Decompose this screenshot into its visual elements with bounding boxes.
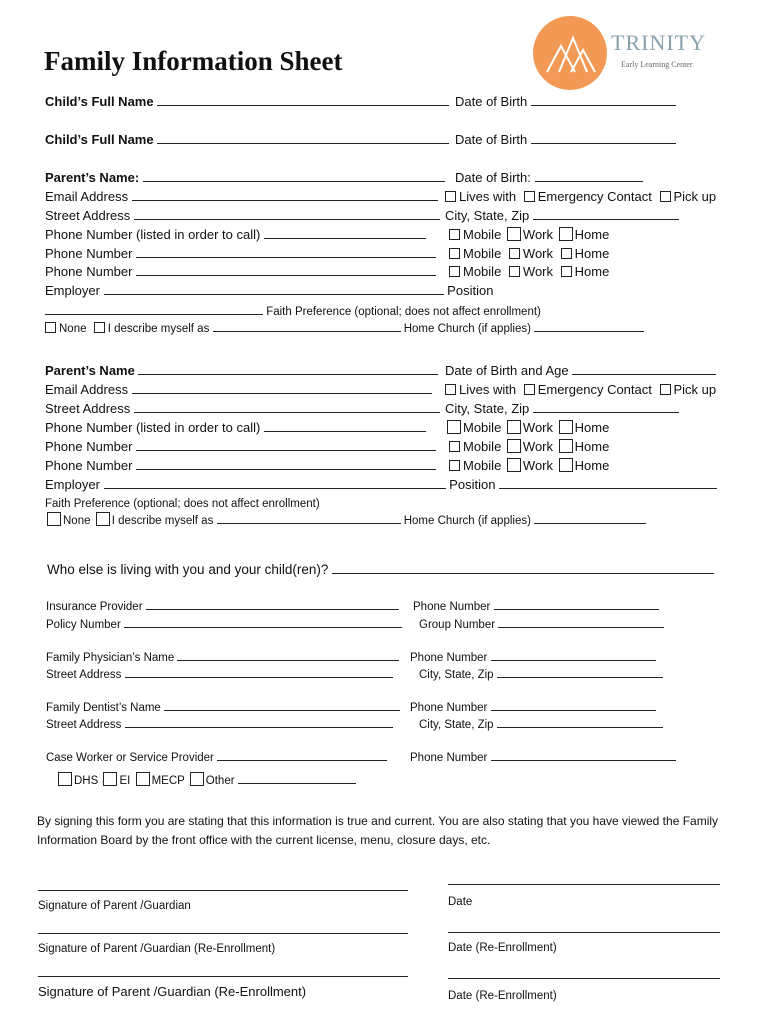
p1-dob-row <box>455 170 643 186</box>
p2-phone-type-3 <box>449 458 609 474</box>
phys-street-row <box>46 666 393 683</box>
ei-checkbox[interactable] <box>103 772 117 786</box>
none-checkbox[interactable] <box>47 512 61 526</box>
church-field[interactable] <box>534 512 646 524</box>
p2-employer-row <box>45 477 717 493</box>
mecp-checkbox[interactable] <box>136 772 150 786</box>
child-dob-field[interactable] <box>531 132 676 144</box>
p2-phone-label: Phone Number <box>45 458 133 473</box>
phys-street-field[interactable] <box>125 666 393 678</box>
church-field[interactable] <box>534 320 644 332</box>
p1-name-row <box>45 170 445 186</box>
work-checkbox[interactable] <box>509 248 520 259</box>
p1-phone-field[interactable] <box>136 246 436 258</box>
ins-group-field[interactable] <box>498 616 664 628</box>
work-label: Work <box>522 246 554 261</box>
dent-name-field[interactable] <box>164 699 400 711</box>
consent-statement: By signing this form you are stating that this information is true and current. You are also stating that you have viewed the Family Information Board by the front office with the current license, menu, closure days, etc. <box>37 814 719 847</box>
mobile-label: Mobile <box>463 246 502 261</box>
work-label: Work <box>522 439 554 454</box>
mobile-checkbox[interactable] <box>449 266 460 277</box>
p2-dob-label: Date of Birth and Age <box>445 363 569 378</box>
dent-street-field[interactable] <box>125 716 393 728</box>
child-dob-row-1 <box>455 94 676 110</box>
work-label: Work <box>522 420 554 435</box>
p2-phone-row-2 <box>45 439 436 455</box>
p1-city-label: City, State, Zip <box>445 208 530 223</box>
signature-line-2[interactable] <box>38 933 408 934</box>
describe-field[interactable] <box>217 512 401 524</box>
describe-label: I describe myself as <box>107 323 210 335</box>
home-checkbox[interactable] <box>561 248 572 259</box>
p2-street-row <box>45 401 440 417</box>
p1-name-label: Parent’s Name: <box>45 170 140 185</box>
none-label: None <box>59 323 87 335</box>
phys-phone-label: Phone Number <box>410 652 488 664</box>
lives-with-label: Lives with <box>459 189 517 204</box>
signature-line-1[interactable] <box>38 890 408 891</box>
pickup-checkbox[interactable] <box>660 384 671 395</box>
ins-policy-row <box>46 616 402 633</box>
child-dob-field[interactable] <box>531 94 676 106</box>
ins-provider-label: Insurance Provider <box>46 601 143 613</box>
work-checkbox[interactable] <box>507 227 521 241</box>
child-name-field[interactable] <box>157 132 449 144</box>
p2-phone-first-label: Phone Number (listed in order to call) <box>45 420 261 435</box>
ins-phone-row <box>413 598 659 615</box>
who-else-label: Who else is living with you and your child(ren)? <box>47 562 329 577</box>
case-field[interactable] <box>217 749 387 761</box>
p2-phone-field[interactable] <box>136 439 436 451</box>
home-label: Home <box>574 439 610 454</box>
p1-phone-row-2 <box>45 246 436 262</box>
p2-dob-field[interactable] <box>572 363 716 375</box>
p1-phone-type-3 <box>449 264 609 280</box>
p2-relationship-row <box>445 382 716 398</box>
ins-provider-row <box>46 598 399 615</box>
phys-street-label: Street Address <box>46 669 122 681</box>
mobile-checkbox[interactable] <box>449 441 460 452</box>
p1-phone-field[interactable] <box>136 264 436 276</box>
dent-city-field[interactable] <box>497 716 663 728</box>
p1-city-field[interactable] <box>533 208 679 220</box>
lives-with-label: Lives with <box>459 382 517 397</box>
p1-phone-type-1 <box>449 227 609 243</box>
p1-phone-field[interactable] <box>264 227 426 239</box>
pickup-checkbox[interactable] <box>660 191 671 202</box>
p2-name-field[interactable] <box>138 363 438 375</box>
work-label: Work <box>522 264 554 279</box>
ins-policy-label: Policy Number <box>46 619 121 631</box>
case-row <box>46 749 387 766</box>
date-line-2[interactable] <box>448 932 720 933</box>
p1-employer-field[interactable] <box>104 283 444 295</box>
dent-name-row <box>46 699 400 716</box>
p2-position-label: Position <box>449 477 496 492</box>
none-checkbox[interactable] <box>45 322 56 333</box>
p2-name-label: Parent’s Name <box>45 363 135 378</box>
child-dob-row-2 <box>455 132 676 148</box>
emergency-label: Emergency Contact <box>537 382 652 397</box>
p1-phone-label: Phone Number <box>45 264 133 279</box>
mountain-icon <box>533 16 607 90</box>
logo-subtitle: Early Learning Center <box>621 60 693 69</box>
dent-name-label: Family Dentist’s Name <box>46 702 161 714</box>
p1-email-row <box>45 189 438 205</box>
phys-city-field[interactable] <box>497 666 663 678</box>
phys-phone-field[interactable] <box>491 649 656 661</box>
p2-position-field[interactable] <box>499 477 717 489</box>
home-label: Home <box>574 246 610 261</box>
work-label: Work <box>522 227 554 242</box>
p2-phone-field[interactable] <box>264 420 426 432</box>
case-phone-row <box>410 749 676 766</box>
signature-label-1: Signature of Parent /Guardian <box>38 900 191 912</box>
dent-street-row <box>46 716 393 733</box>
emergency-checkbox[interactable] <box>524 384 535 395</box>
p1-faith-options <box>45 320 644 337</box>
p1-email-label: Email Address <box>45 189 129 204</box>
p2-city-field[interactable] <box>533 401 679 413</box>
p2-street-field[interactable] <box>134 401 440 413</box>
home-checkbox[interactable] <box>559 439 573 453</box>
case-phone-label: Phone Number <box>410 752 488 764</box>
p2-city-label: City, State, Zip <box>445 401 530 416</box>
child-dob-label: Date of Birth <box>455 94 528 109</box>
mobile-checkbox[interactable] <box>447 420 461 434</box>
ins-group-row <box>419 616 664 633</box>
dent-phone-field[interactable] <box>491 699 656 711</box>
mobile-label: Mobile <box>463 458 502 473</box>
other-field[interactable] <box>238 772 356 784</box>
other-label: Other <box>205 775 235 787</box>
p1-faith-field[interactable] <box>45 303 263 315</box>
child-name-label: Child’s Full Name <box>45 94 154 109</box>
emergency-checkbox[interactable] <box>524 191 535 202</box>
p1-street-row <box>45 208 440 224</box>
case-options <box>56 772 356 789</box>
mobile-checkbox[interactable] <box>449 248 460 259</box>
dent-city-row <box>419 716 663 733</box>
case-label: Case Worker or Service Provider <box>46 752 214 764</box>
lives-with-checkbox[interactable] <box>445 384 456 395</box>
p2-name-row <box>45 363 438 379</box>
describe-field[interactable] <box>213 320 401 332</box>
p1-email-field[interactable] <box>132 189 438 201</box>
p1-faith-row <box>45 303 541 320</box>
church-label: Home Church (if applies) <box>403 323 531 335</box>
child-dob-label: Date of Birth <box>455 132 528 147</box>
home-label: Home <box>574 420 610 435</box>
date-line-3[interactable] <box>448 978 720 979</box>
ins-group-label: Group Number <box>419 619 496 631</box>
child-name-field[interactable] <box>157 94 449 106</box>
page-title: Family Information Sheet <box>44 46 343 76</box>
logo-name: TRINITY <box>611 30 706 55</box>
phys-name-label: Family Physician’s Name <box>46 652 175 664</box>
home-label: Home <box>574 227 610 242</box>
phys-city-label: City, State, Zip <box>419 669 494 681</box>
p2-city-row <box>445 401 679 417</box>
mobile-checkbox[interactable] <box>449 229 460 240</box>
child-name-label: Child’s Full Name <box>45 132 154 147</box>
p2-street-label: Street Address <box>45 401 131 416</box>
signature-label-3: Signature of Parent /Guardian (Re-Enrollment) <box>38 984 307 999</box>
date-label-3: Date (Re-Enrollment) <box>448 990 557 1002</box>
child-row-1 <box>45 94 449 110</box>
mobile-label: Mobile <box>463 439 502 454</box>
p2-employer-label: Employer <box>45 477 100 492</box>
p1-street-field[interactable] <box>134 208 440 220</box>
work-checkbox[interactable] <box>507 458 521 472</box>
describe-checkbox[interactable] <box>96 512 110 526</box>
church-label: Home Church (if applies) <box>403 515 531 527</box>
p2-employer-field[interactable] <box>104 477 446 489</box>
ins-phone-field[interactable] <box>494 598 659 610</box>
p1-city-row <box>445 208 679 224</box>
case-phone-field[interactable] <box>491 749 676 761</box>
signature-line-3[interactable] <box>38 976 408 977</box>
phys-city-row <box>419 666 663 683</box>
work-checkbox[interactable] <box>507 420 521 434</box>
other-checkbox[interactable] <box>190 772 204 786</box>
child-row-2 <box>45 132 449 148</box>
p1-phone-row-3 <box>45 264 436 280</box>
describe-checkbox[interactable] <box>94 322 105 333</box>
p2-email-row <box>45 382 432 398</box>
p1-position-label: Position <box>447 283 494 298</box>
ins-policy-field[interactable] <box>124 616 402 628</box>
p2-dob-row <box>445 363 716 379</box>
mecp-label: MECP <box>151 775 185 787</box>
mobile-label: Mobile <box>463 227 502 242</box>
dhs-checkbox[interactable] <box>58 772 72 786</box>
p2-phone-field[interactable] <box>136 458 436 470</box>
p1-name-field[interactable] <box>143 170 445 182</box>
p1-street-label: Street Address <box>45 208 131 223</box>
dhs-label: DHS <box>74 775 99 787</box>
ins-phone-label: Phone Number <box>413 601 491 613</box>
p1-dob-label: Date of Birth: <box>455 170 531 185</box>
signature-label-2: Signature of Parent /Guardian (Re-Enrollment) <box>38 943 276 955</box>
trinity-logo <box>533 16 733 96</box>
home-checkbox[interactable] <box>561 266 572 277</box>
who-else-field[interactable] <box>332 562 714 574</box>
dent-street-label: Street Address <box>46 719 122 731</box>
mobile-label: Mobile <box>463 420 502 435</box>
p1-phone-first-label: Phone Number (listed in order to call) <box>45 227 261 242</box>
work-checkbox[interactable] <box>507 439 521 453</box>
phys-phone-row <box>410 649 656 666</box>
mobile-checkbox[interactable] <box>449 460 460 471</box>
date-label-2: Date (Re-Enrollment) <box>448 942 557 954</box>
p1-relationship-row <box>445 189 716 205</box>
p1-phone-label: Phone Number <box>45 246 133 261</box>
p2-email-field[interactable] <box>132 382 432 394</box>
dent-city-label: City, State, Zip <box>419 719 494 731</box>
p1-dob-field[interactable] <box>535 170 643 182</box>
p2-email-label: Email Address <box>45 382 129 397</box>
p2-phone-type-2 <box>449 439 609 455</box>
dent-phone-label: Phone Number <box>410 702 488 714</box>
ins-provider-field[interactable] <box>146 598 399 610</box>
work-label: Work <box>522 458 554 473</box>
home-checkbox[interactable] <box>559 227 573 241</box>
home-checkbox[interactable] <box>559 420 573 434</box>
pickup-label: Pick up <box>673 382 717 397</box>
date-line-1[interactable] <box>448 884 720 885</box>
none-label: None <box>63 515 91 527</box>
ei-label: EI <box>119 775 131 787</box>
lives-with-checkbox[interactable] <box>445 191 456 202</box>
p2-phone-label: Phone Number <box>45 439 133 454</box>
p2-faith-label: Faith Preference (optional; does not affect enrollment) <box>45 498 320 510</box>
p2-phone-row-3 <box>45 458 436 474</box>
dent-phone-row <box>410 699 656 716</box>
p1-employer-row <box>45 283 493 299</box>
who-else-row <box>47 562 714 578</box>
p2-faith-options <box>45 512 646 529</box>
phys-name-row <box>46 649 399 666</box>
home-checkbox[interactable] <box>559 458 573 472</box>
mobile-label: Mobile <box>463 264 502 279</box>
pickup-label: Pick up <box>673 189 717 204</box>
date-label-1: Date <box>448 896 473 908</box>
p1-faith-label: Faith Preference (optional; does not affect enrollment) <box>266 306 541 318</box>
work-checkbox[interactable] <box>509 266 520 277</box>
p1-phone-row-1 <box>45 227 426 243</box>
p2-phone-type-1 <box>445 420 609 436</box>
home-label: Home <box>574 458 610 473</box>
home-label: Home <box>574 264 610 279</box>
p1-phone-type-2 <box>449 246 609 262</box>
p2-faith-label-row <box>45 496 320 512</box>
p2-phone-row-1 <box>45 420 426 436</box>
p1-employer-label: Employer <box>45 283 100 298</box>
emergency-label: Emergency Contact <box>537 189 652 204</box>
describe-label: I describe myself as <box>111 515 214 527</box>
phys-name-field[interactable] <box>177 649 399 661</box>
